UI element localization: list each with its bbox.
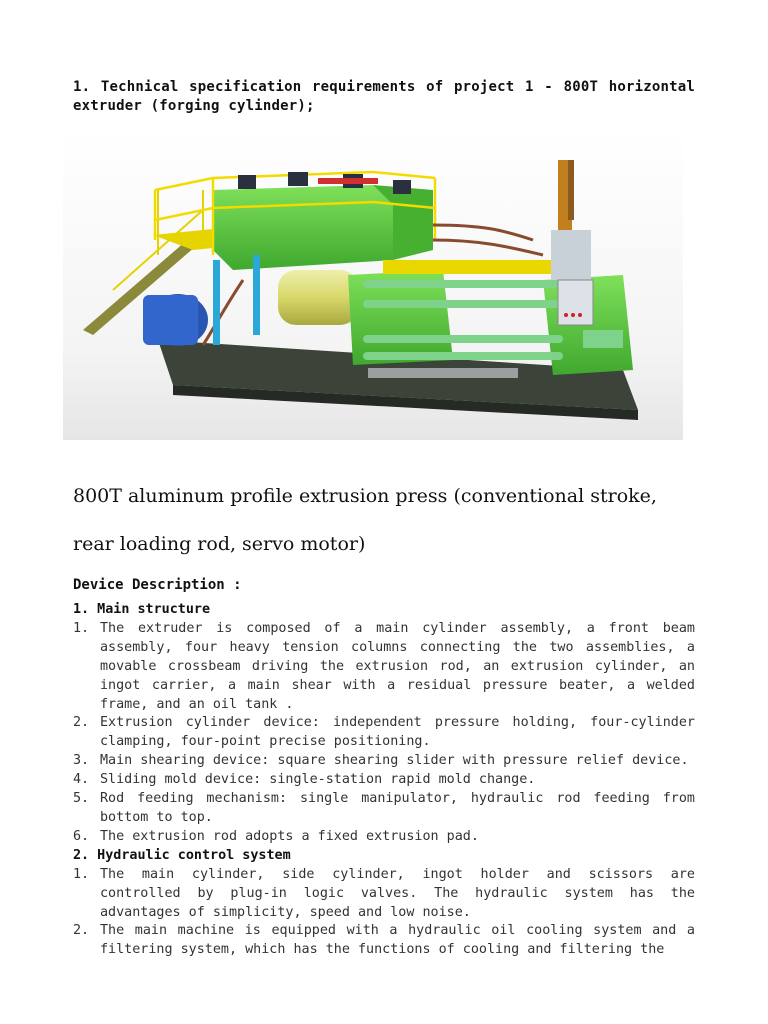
main-structure-list	[73, 620, 695, 847]
device-description-label: Device Description :	[73, 577, 242, 593]
section-heading-main-structure: 1. Main structure	[73, 602, 211, 617]
hydraulic-control-list	[73, 866, 695, 961]
document-title	[73, 472, 713, 568]
list-number: 6.	[73, 828, 90, 844]
list-item	[73, 714, 695, 752]
list-number: 5.	[73, 791, 90, 807]
list-text: Extrusion cylinder device: independent pressure holding, four-cylinder clamping, four-point precise positioning.	[100, 715, 695, 750]
list-text: Rod feeding mechanism: single manipulator, hydraulic rod feeding from bottom to top.	[100, 791, 695, 825]
spec-heading: 1. Technical specification requirements of project 1 - 800T horizontal extruder (forging cylinder);	[73, 79, 695, 114]
description-content	[73, 601, 695, 960]
list-item	[73, 771, 695, 790]
extrusion-press-image	[63, 130, 683, 440]
list-item	[73, 922, 695, 960]
list-text: The extruder is composed of a main cylinder assembly, a front beam assembly, four heavy tension columns connecting the two assemblies, a movable crossbeam driving the extrusion rod, an extrusion cylinder, an ingot carrier, a main shear with a residual pressure beater, a welded frame, and an oil tank .	[100, 620, 695, 712]
list-item	[73, 866, 695, 923]
list-item	[73, 828, 695, 847]
list-text: The main machine is equipped with a hydraulic oil cooling system and a filtering system, which has the functions of cooling and filtering the	[100, 923, 695, 958]
list-item	[73, 790, 695, 828]
section-heading-hydraulic-control: 2. Hydraulic control system	[73, 847, 291, 863]
list-number: 1.	[73, 620, 90, 636]
list-item	[73, 752, 695, 771]
list-text: The extrusion rod adopts a fixed extrusion pad.	[100, 828, 479, 844]
list-number: 2.	[73, 715, 90, 731]
title-line-1: 800T aluminum profile extrusion press (conventional stroke,	[73, 485, 657, 507]
list-text: Main shearing device: square shearing slider with pressure relief device.	[100, 753, 689, 769]
title-line-2: rear loading rod, servo motor)	[73, 533, 366, 555]
list-number: 3.	[73, 753, 90, 769]
list-text: The main cylinder, side cylinder, ingot holder and scissors are controlled by plug-in logic valves. The hydraulic system has the advantages of simplicity, speed and low noise.	[100, 866, 695, 920]
list-item	[73, 620, 695, 715]
list-text: Sliding mold device: single-station rapid mold change.	[100, 772, 536, 788]
list-number: 2.	[73, 923, 90, 939]
list-number: 1.	[73, 866, 90, 882]
list-number: 4.	[73, 772, 90, 788]
